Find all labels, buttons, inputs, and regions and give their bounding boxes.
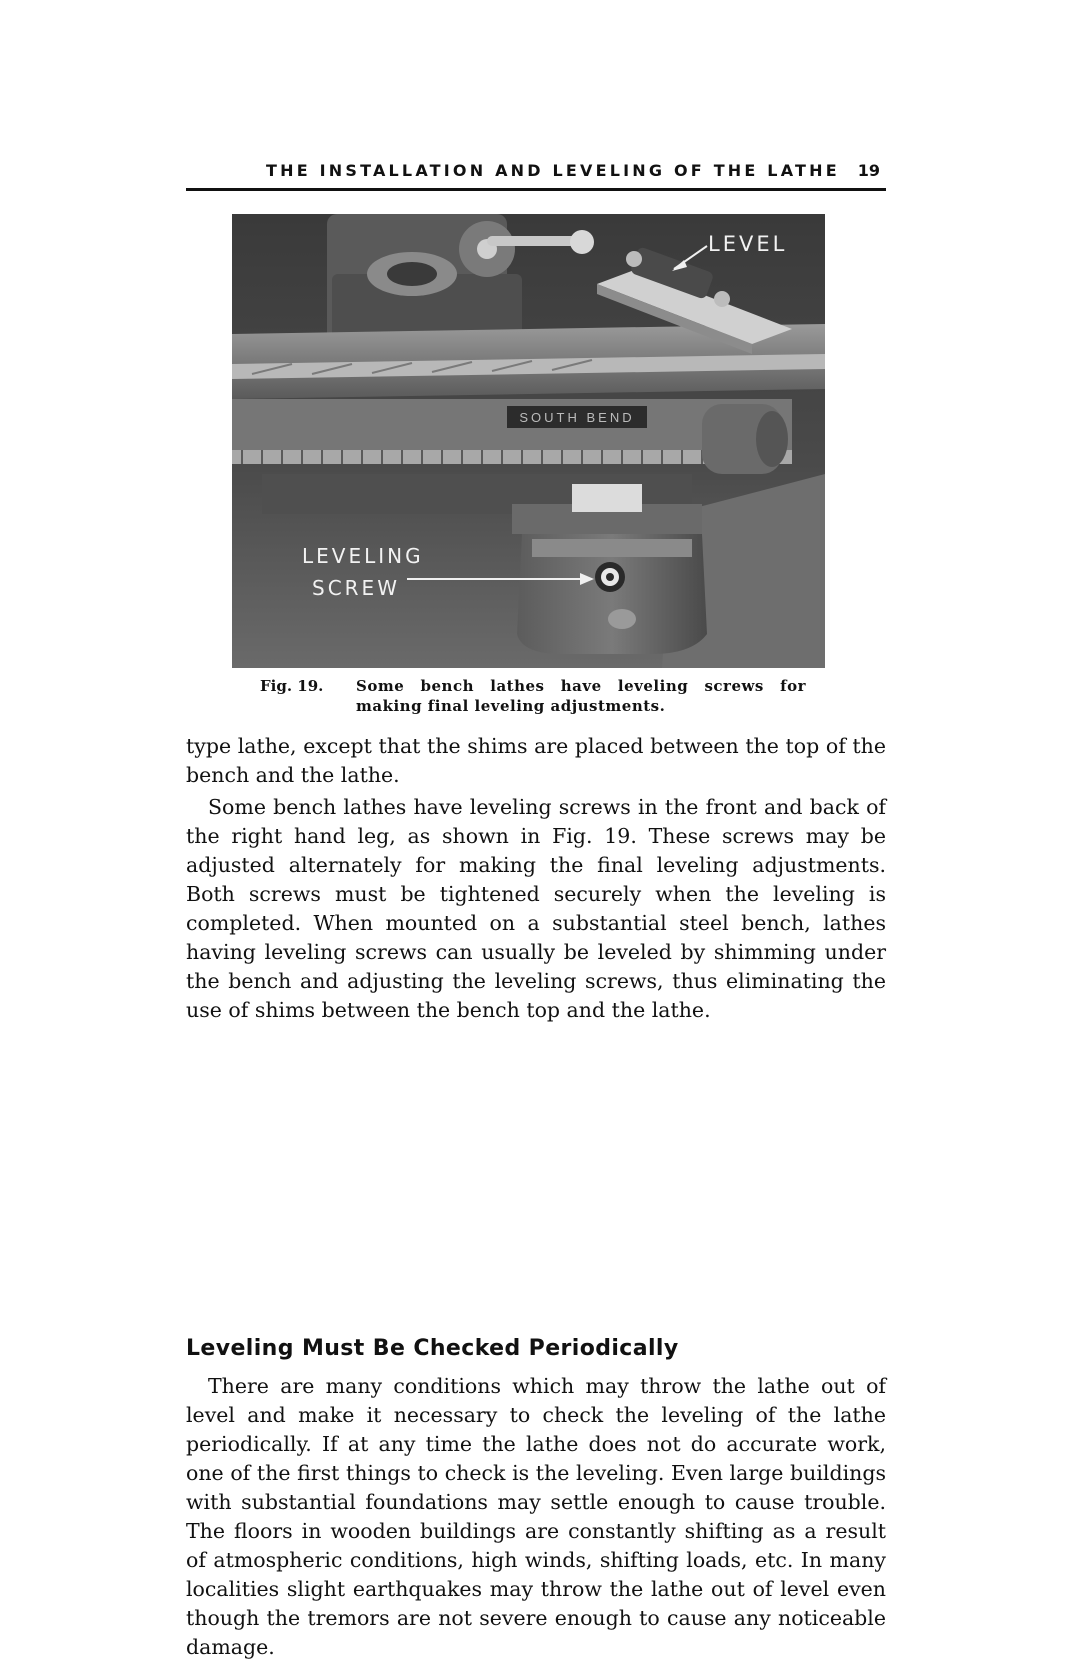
body-upper bbox=[186, 732, 886, 1025]
section-heading: Leveling Must Be Checked Periodically bbox=[186, 1336, 679, 1361]
page-number: 19 bbox=[857, 161, 880, 180]
paragraph-periodic-check: There are many conditions which may throw the lathe out of level and make it necessary to check the leveling of the lathe periodically. If at any time the lathe does not do accurate work, one of the first things to check is the leveling. Even large buildings with substantial foundations may settle enough to cause trouble. The floors in wooden buildings are constantly shifting as a result of atmospheric conditions, high winds, shifting loads, etc. In many localities slight earthquakes may throw the lathe out of level even though the tremors are not severe enough to cause any noticeable damage. bbox=[186, 1374, 886, 1659]
leveling-label-line1: LEVELING bbox=[302, 544, 424, 568]
figure-caption-text: Some bench lathes have leveling screws for making final leveling adjustments. bbox=[356, 677, 806, 715]
level-label: LEVEL bbox=[708, 232, 788, 256]
leveling-label-line2: SCREW bbox=[312, 576, 400, 600]
figure-caption-number: Fig. 19. bbox=[260, 677, 324, 695]
figure-photo bbox=[232, 214, 825, 668]
running-head bbox=[186, 155, 886, 191]
paragraph-continued: type lathe, except that the shims are placed between the top of the bench and the lathe. bbox=[186, 734, 886, 787]
nameplate-text: SOUTH BEND bbox=[519, 410, 635, 425]
running-head-title: THE INSTALLATION AND LEVELING OF THE LATHE bbox=[266, 161, 840, 180]
body-lower bbox=[186, 1372, 886, 1662]
paragraph-leveling-screws: Some bench lathes have leveling screws in the front and back of the right hand leg, as shown in Fig. 19. These screws may be adjusted alternately for making the final leveling adjustments. Both screws must be tightened securely when the leveling is completed. When mounted on a substantial steel bench, lathes having leveling screws can usually be leveled by shimming under the bench and adjusting the leveling screws, thus eliminating the use of shims between the bench top and the lathe. bbox=[186, 795, 886, 1022]
